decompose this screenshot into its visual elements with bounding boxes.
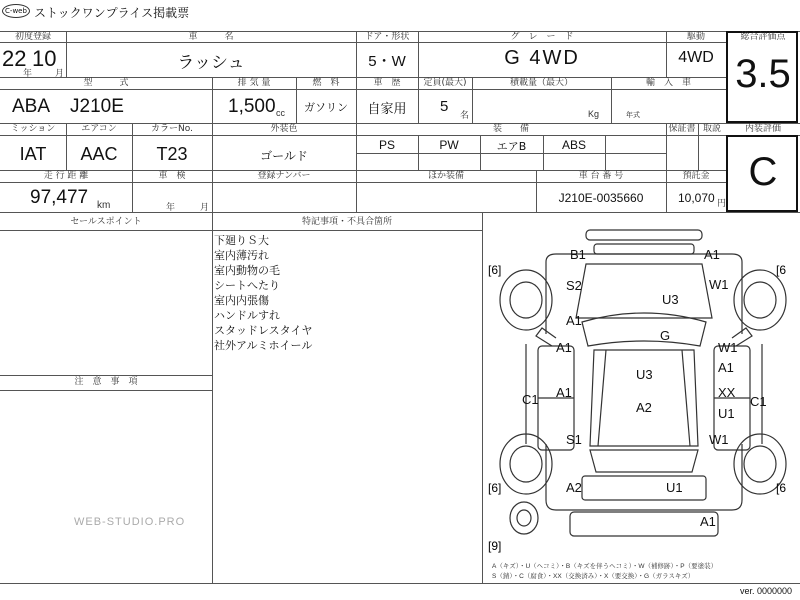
damage-a1-front-right: A1: [704, 247, 720, 262]
capacity-unit: 名: [460, 110, 470, 120]
mileage-label: 走 行 距 離: [43, 171, 89, 181]
total-rating: 3.5: [735, 52, 791, 96]
first-reg-year: 22: [2, 46, 27, 71]
load-label: 積載量（最大）: [509, 78, 573, 88]
equipment-label: 装 備: [492, 124, 529, 134]
type-label: 型 式: [83, 78, 129, 88]
exterior-color-label: 外装色: [270, 124, 298, 134]
model-year-label: 年式: [626, 112, 640, 119]
color-no: T23: [156, 144, 188, 164]
damage-w1-right-front: W1: [709, 277, 729, 292]
total-rating-label: 総合評価点: [740, 32, 786, 42]
watermark: WEB-STUDIO.PRO: [74, 516, 186, 528]
type-prefix: ABA: [12, 96, 51, 117]
damage-a2-roof: A2: [636, 400, 652, 415]
caution-title: 注 意 事 項: [74, 377, 138, 387]
capacity-label: 定員(最大): [423, 78, 467, 88]
damage-a1-right-door: A1: [718, 360, 734, 375]
document-title: ストックワンプライス掲載票: [34, 6, 190, 20]
damage-g: G: [660, 328, 671, 343]
interior-rating-label: 内装評価: [744, 124, 781, 134]
sales-point-title: セールスポイント: [70, 217, 142, 227]
year-unit: 年: [23, 68, 33, 78]
logo: [2, 4, 30, 18]
damage-a1-bumper: A1: [700, 514, 716, 529]
inspection-label: 車 検: [158, 171, 186, 181]
damage-a1-left-front: A1: [566, 313, 582, 328]
damage-xx: XX: [718, 385, 736, 400]
drive-label: 駆動: [686, 32, 705, 42]
interior-rating: C: [748, 150, 778, 194]
equipment-pw: PW: [439, 138, 459, 152]
note-item: 下廻りＳ大: [214, 234, 269, 247]
version-label: ver. 0000000: [740, 586, 793, 596]
tire-marker-rl: [6]: [488, 481, 502, 495]
load-unit: Kg: [588, 109, 600, 119]
note-item: 社外アルミホイール: [214, 339, 313, 352]
displacement-label: 排 気 量: [237, 78, 271, 88]
damage-a1-left-door: A1: [556, 340, 572, 355]
damage-a2-left-rear: A2: [566, 480, 582, 495]
displacement-unit: cc: [276, 108, 285, 118]
car-name-label: 車 名: [188, 32, 234, 42]
damage-u1-rear: U1: [666, 480, 683, 495]
damage-u1-right: U1: [718, 406, 735, 421]
legend-line-1: A（キズ）・U（ヘコミ）・B（キズを伴うヘコミ）・W（補修跡）・P（要塗装）: [492, 563, 718, 570]
inspection-year-unit: 年: [166, 202, 176, 212]
drive: 4WD: [678, 49, 714, 66]
tire-marker-rr: [6: [776, 481, 787, 495]
displacement: 1,500: [228, 96, 276, 117]
note-item: スタッドレスタイヤ: [214, 324, 313, 337]
note-item: ハンドルすれ: [214, 309, 280, 322]
damage-s2: S2: [566, 278, 582, 293]
category-label: 車 歴: [373, 78, 401, 88]
note-item: 室内薄汚れ: [214, 249, 269, 262]
note-item: シートへたり: [214, 279, 280, 292]
chassis-no: J210E-0035660: [558, 191, 644, 205]
car-diagram: [486, 214, 800, 582]
equipment-abs: ABS: [561, 138, 586, 152]
deposit-label: 預託金: [682, 171, 710, 181]
month-unit: 月: [55, 68, 65, 78]
manual-label: 取説: [702, 124, 721, 134]
damage-b1: B1: [570, 247, 586, 262]
warranty-label: 保証書: [668, 124, 696, 134]
type-model: J210E: [70, 96, 124, 117]
damage-u3-hood: U3: [662, 292, 679, 307]
first-reg-label: 初度登録: [14, 32, 51, 42]
chassis-no-label: 車 台 番 号: [578, 171, 624, 181]
grade-label: グ レ ー ド: [510, 32, 574, 42]
damage-c1-left: C1: [522, 392, 539, 407]
import-label: 輸 入 車: [645, 78, 691, 88]
equipment-ps: PS: [378, 138, 395, 152]
note-item: 室内内張傷: [214, 294, 269, 307]
equipment-airbag: エアB: [496, 140, 527, 153]
damage-c1-right: C1: [750, 394, 767, 409]
damage-u3-roof: U3: [636, 367, 653, 382]
fuel: ガソリン: [304, 101, 348, 114]
tire-marker-spare: [9]: [488, 539, 502, 553]
plate-label: 登録ナンバー: [257, 171, 311, 181]
note-item: 室内動物の毛: [214, 264, 280, 277]
logo-text: C-web: [5, 7, 27, 15]
exterior-color: ゴールド: [260, 149, 308, 163]
special-notes-title: 特記事項・不具合箇所: [301, 217, 392, 227]
aircon: AAC: [80, 144, 118, 164]
tire-marker-fr: [6: [776, 263, 787, 277]
door-shape: 5・W: [368, 53, 406, 70]
color-no-label: カラーNo.: [151, 124, 193, 134]
damage-s1: S1: [566, 432, 582, 447]
mileage-unit: km: [97, 200, 111, 211]
fuel-label: 燃 料: [312, 78, 340, 88]
damage-w1-right-door: W1: [718, 340, 738, 355]
deposit: 10,070: [678, 191, 715, 205]
mileage: 97,477: [30, 187, 89, 208]
other-equipment-label: ほか装備: [427, 171, 464, 181]
deposit-unit: 円: [717, 198, 727, 208]
first-reg-month: 10: [32, 46, 57, 71]
damage-w1-right-rear: W1: [709, 432, 729, 447]
car-name: ラッシュ: [177, 53, 245, 73]
aircon-label: エアコン: [81, 124, 117, 134]
category: 自家用: [367, 102, 407, 117]
tire-marker-fl: [6]: [488, 263, 502, 277]
mission-label: ミッション: [10, 124, 56, 134]
mission: IAT: [19, 144, 47, 164]
damage-a1-left-rear-door: A1: [556, 385, 572, 400]
door-shape-label: ドア・形状: [364, 32, 410, 42]
inspection-month-unit: 月: [200, 202, 210, 212]
legend-line-2: S（錆）・C（腐食）・XX（交換済み）・X（要交換）・G（ガラスキズ）: [492, 573, 695, 580]
capacity: 5: [440, 98, 449, 115]
grade: G 4WD: [504, 47, 580, 69]
